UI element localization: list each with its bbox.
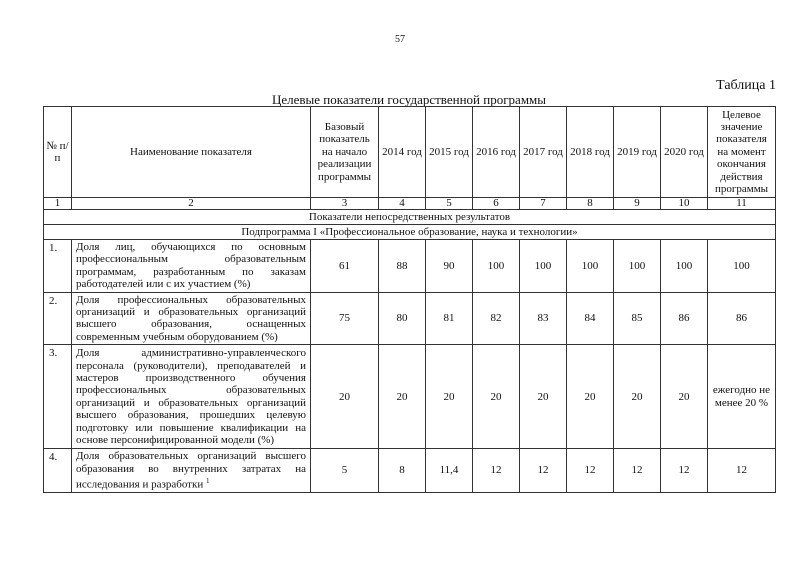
column-number: 5: [426, 198, 473, 210]
table-row: [44, 240, 776, 293]
column-number: 4: [379, 198, 426, 210]
header-year-2014: 2014 год: [379, 107, 426, 198]
value-2017: 100: [520, 240, 567, 293]
value-2017: 83: [520, 292, 567, 345]
section-row: [44, 210, 776, 225]
row-number: 4.: [44, 449, 72, 493]
section-title: Показатели непосредственных результатов: [44, 210, 776, 225]
column-number: 1: [44, 198, 72, 210]
value-2020: 86: [661, 292, 708, 345]
subprogram-title: Подпрограмма I «Профессиональное образование, наука и технологии»: [44, 225, 776, 240]
column-number-row: [44, 198, 776, 210]
value-2016: 20: [473, 345, 520, 449]
header-year-2017: 2017 год: [520, 107, 567, 198]
target-value: 12: [708, 449, 776, 493]
header-year-2018: 2018 год: [567, 107, 614, 198]
column-number: 11: [708, 198, 776, 210]
header-target: Целевое значение показателя на момент окончания действия программы: [708, 107, 776, 198]
indicator-name-text: Доля образовательных организаций высшего образования во внутренних затратах на исследования и разработки: [76, 450, 306, 491]
header-name: Наименование показателя: [72, 107, 311, 198]
row-number: 3.: [44, 345, 72, 449]
target-value: ежегодно не менее 20 %: [708, 345, 776, 449]
header-year-2019: 2019 год: [614, 107, 661, 198]
subprogram-row: [44, 225, 776, 240]
column-number: 10: [661, 198, 708, 210]
base-value: 20: [311, 345, 379, 449]
column-number: 6: [473, 198, 520, 210]
target-value: 100: [708, 240, 776, 293]
column-number: 2: [72, 198, 311, 210]
table-title: Целевые показатели государственной программы: [271, 92, 546, 107]
value-2019: 85: [614, 292, 661, 345]
column-number: 3: [311, 198, 379, 210]
value-2019: 12: [614, 449, 661, 493]
value-2020: 100: [661, 240, 708, 293]
indicator-name: Доля лиц, обучающихся по основным профессиональным образовательным программам, разработанным по заказам работодателей или с их участием (%): [72, 240, 311, 293]
value-2016: 100: [473, 240, 520, 293]
row-number: 1.: [44, 240, 72, 293]
value-2016: 12: [473, 449, 520, 493]
base-value: 61: [311, 240, 379, 293]
base-value: 75: [311, 292, 379, 345]
value-2015: 11,4: [426, 449, 473, 493]
value-2017: 12: [520, 449, 567, 493]
value-2016: 82: [473, 292, 520, 345]
value-2018: 20: [567, 345, 614, 449]
table-row: [44, 449, 776, 493]
indicators-table: [43, 106, 776, 493]
indicator-name: Доля профессиональных образовательных организаций и образовательных организаций высшего образования, оснащенных современным учебным оборудованием (%): [72, 292, 311, 345]
value-2019: 100: [614, 240, 661, 293]
footnote-marker: 1: [205, 477, 210, 486]
column-number: 8: [567, 198, 614, 210]
page-number: 57: [395, 34, 405, 45]
base-value: 5: [311, 449, 379, 493]
indicator-name: [72, 449, 311, 493]
indicator-name: Доля административно-управленческого персонала (руководители), преподавателей и мастеров производственного обучения профессиональных образовательных организаций и образовательных организаций высшего образования, прошедших целевую подготовку или повышение квалификации на основе персонифицированной модели (%): [72, 345, 311, 449]
header-num: № п/п: [44, 107, 72, 198]
column-number: 9: [614, 198, 661, 210]
value-2020: 20: [661, 345, 708, 449]
value-2014: 8: [379, 449, 426, 493]
value-2014: 80: [379, 292, 426, 345]
table-row: [44, 345, 776, 449]
target-value: 86: [708, 292, 776, 345]
header-year-2016: 2016 год: [473, 107, 520, 198]
value-2014: 20: [379, 345, 426, 449]
header-row: [44, 107, 776, 198]
value-2015: 20: [426, 345, 473, 449]
value-2018: 12: [567, 449, 614, 493]
header-year-2015: 2015 год: [426, 107, 473, 198]
value-2018: 84: [567, 292, 614, 345]
table-label: Таблица 1: [716, 78, 776, 93]
value-2015: 81: [426, 292, 473, 345]
column-number: 7: [520, 198, 567, 210]
value-2014: 88: [379, 240, 426, 293]
header-year-2020: 2020 год: [661, 107, 708, 198]
table-row: [44, 292, 776, 345]
row-number: 2.: [44, 292, 72, 345]
header-base: Базовый показатель на начало реализации программы: [311, 107, 379, 198]
value-2020: 12: [661, 449, 708, 493]
value-2019: 20: [614, 345, 661, 449]
value-2017: 20: [520, 345, 567, 449]
value-2018: 100: [567, 240, 614, 293]
value-2015: 90: [426, 240, 473, 293]
